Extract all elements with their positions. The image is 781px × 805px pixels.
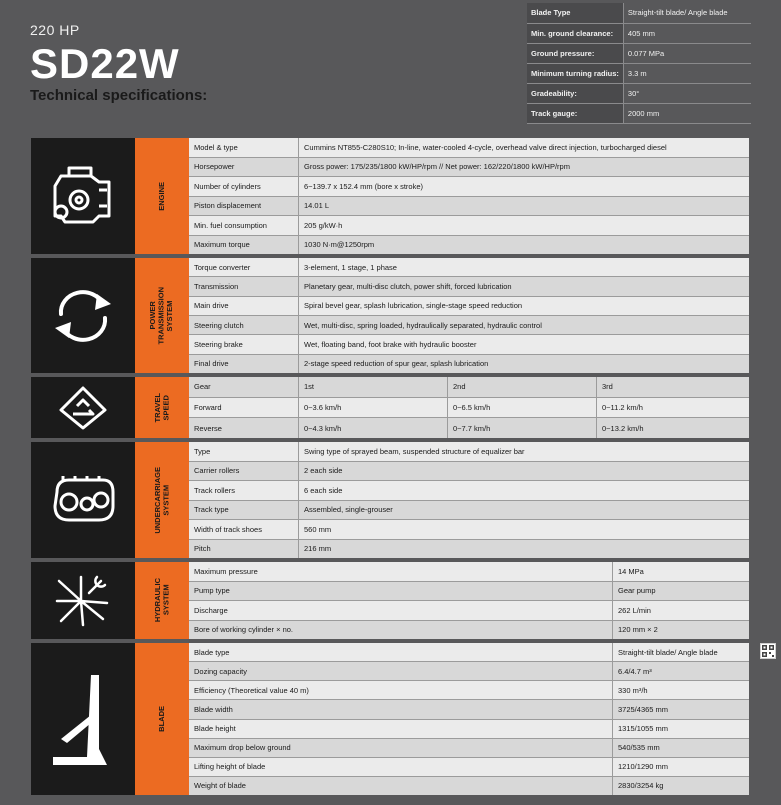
gear-header: 2nd xyxy=(448,377,597,397)
top-spec-value: Straight-tilt blade/ Angle blade xyxy=(623,3,751,23)
travel-speed-rows xyxy=(189,377,749,438)
spec-value: Straight-tilt blade/ Angle blade xyxy=(613,643,749,661)
spec-value: 540/535 mm xyxy=(613,739,749,757)
hydraulic-rows xyxy=(189,562,749,639)
spec-key: Pump type xyxy=(189,582,613,601)
spec-key: Number of cylinders xyxy=(189,177,299,196)
table-row xyxy=(189,216,749,236)
spec-value: 14.01 L xyxy=(299,197,749,216)
table-row xyxy=(189,236,749,255)
spec-value: 216 mm xyxy=(299,540,749,559)
model-title: SD22W xyxy=(30,40,180,87)
top-spec-value: 3.3 m xyxy=(623,63,751,83)
table-row xyxy=(189,700,749,719)
blade-icon xyxy=(31,643,135,795)
table-row xyxy=(189,562,749,582)
spec-key: Reverse xyxy=(189,418,299,438)
spec-key: Maximum torque xyxy=(189,236,299,255)
spec-value: 120 mm × 2 xyxy=(613,621,749,640)
page-subtitle: Technical specifications: xyxy=(30,87,208,104)
table-row xyxy=(189,601,749,621)
top-spec-value: 2000 mm xyxy=(623,103,751,123)
spec-value: 3725/4365 mm xyxy=(613,700,749,718)
spec-value: Cummins NT855-C280S10; In-line, water-cooled 4-cycle, overhead valve direct injection, turbocharged diesel xyxy=(299,138,749,157)
table-row xyxy=(189,481,749,501)
top-spec-row xyxy=(527,43,751,63)
spec-value: 14 MPa xyxy=(613,562,749,581)
spec-key: Width of track shoes xyxy=(189,520,299,539)
table-row xyxy=(189,462,749,482)
spec-key: Lifting height of blade xyxy=(189,758,613,776)
undercarriage-section xyxy=(31,442,749,558)
table-row xyxy=(189,355,749,373)
spec-value: 6.4/4.7 m³ xyxy=(613,662,749,680)
table-row xyxy=(189,398,749,419)
top-spec-key: Gradeability: xyxy=(527,83,623,103)
spec-value: Swing type of sprayed beam, suspended structure of equalizer bar xyxy=(299,442,749,461)
gear-header: 1st xyxy=(299,377,448,397)
top-spec-key: Minimum turning radius: xyxy=(527,63,623,83)
travel-speed-section xyxy=(31,377,749,438)
spec-key: Piston displacement xyxy=(189,197,299,216)
table-row xyxy=(189,739,749,758)
top-spec-value: 405 mm xyxy=(623,23,751,43)
spec-value: 0~4.3 km/h xyxy=(299,418,448,438)
table-row xyxy=(189,501,749,521)
spec-key: Torque converter xyxy=(189,258,299,276)
spec-key: Gear xyxy=(189,377,299,397)
spec-value: 1315/1055 mm xyxy=(613,720,749,738)
table-row xyxy=(189,277,749,296)
spec-value: 0~7.7 km/h xyxy=(448,418,597,438)
spec-key: Track rollers xyxy=(189,481,299,500)
spec-key: Efficiency (Theoretical value 40 m) xyxy=(189,681,613,699)
spec-value: 1210/1290 mm xyxy=(613,758,749,776)
spec-value: Gear pump xyxy=(613,582,749,601)
table-row xyxy=(189,297,749,316)
table-row xyxy=(189,418,749,438)
table-row xyxy=(189,681,749,700)
table-row xyxy=(189,335,749,354)
table-row xyxy=(189,138,749,158)
top-spec-key: Track gauge: xyxy=(527,103,623,123)
spec-value: 6−139.7 x 152.4 mm (bore x stroke) xyxy=(299,177,749,196)
spec-value: Assembled, single-grouser xyxy=(299,501,749,520)
undercarriage-rows xyxy=(189,442,749,558)
spec-key: Type xyxy=(189,442,299,461)
hydraulic-label: HYDRAULIC SYSTEM xyxy=(135,562,189,639)
spec-value: 2830/3254 kg xyxy=(613,777,749,795)
spec-value: 0~6.5 km/h xyxy=(448,398,597,418)
spec-value: 2-stage speed reduction of spur gear, splash lubrication xyxy=(299,355,749,373)
table-row xyxy=(189,777,749,795)
spec-value: 3-element, 1 stage, 1 phase xyxy=(299,258,749,276)
spec-value: Spiral bevel gear, splash lubrication, single-stage speed reduction xyxy=(299,297,749,315)
spec-key: Maximum drop below ground xyxy=(189,739,613,757)
horsepower-title: 220 HP xyxy=(30,22,80,38)
table-row xyxy=(189,258,749,277)
spec-key: Steering brake xyxy=(189,335,299,353)
spec-key: Blade width xyxy=(189,700,613,718)
engine-rows xyxy=(189,138,749,254)
track-icon xyxy=(31,442,135,558)
table-row xyxy=(189,197,749,217)
spec-value: 330 m³/h xyxy=(613,681,749,699)
spec-value: 6 each side xyxy=(299,481,749,500)
qr-code-icon[interactable] xyxy=(760,643,776,659)
spec-value: 1030 N·m@1250rpm xyxy=(299,236,749,255)
table-row xyxy=(189,177,749,197)
spec-value: 205 g/kW·h xyxy=(299,216,749,235)
spec-value: Wet, floating band, foot brake with hydraulic booster xyxy=(299,335,749,353)
top-spec-value: 0.077 MPa xyxy=(623,43,751,63)
top-spec-value: 30° xyxy=(623,83,751,103)
top-spec-key: Min. ground clearance: xyxy=(527,23,623,43)
table-row xyxy=(189,442,749,462)
undercarriage-label: UNDERCARRIAGE SYSTEM xyxy=(135,442,189,558)
spec-value: 262 L/min xyxy=(613,601,749,620)
top-spec-row xyxy=(527,23,751,43)
spec-key: Weight of blade xyxy=(189,777,613,795)
power-transmission-section xyxy=(31,258,749,373)
spec-key: Forward xyxy=(189,398,299,418)
spec-key: Discharge xyxy=(189,601,613,620)
engine-label: ENGINE xyxy=(135,138,189,254)
spec-value: Wet, multi-disc, spring loaded, hydraulically separated, hydraulic control xyxy=(299,316,749,334)
table-row xyxy=(189,758,749,777)
engine-section xyxy=(31,138,749,254)
table-row xyxy=(189,621,749,640)
table-row xyxy=(189,377,749,398)
spec-key: Maximum pressure xyxy=(189,562,613,581)
spec-value: 0~13.2 km/h xyxy=(597,418,749,438)
spec-key: Horsepower xyxy=(189,158,299,177)
top-spec-row xyxy=(527,83,751,103)
spec-key: Bore of working cylinder × no. xyxy=(189,621,613,640)
spec-key: Blade height xyxy=(189,720,613,738)
top-spec-row xyxy=(527,63,751,83)
blade-rows xyxy=(189,643,749,795)
top-spec-key: Ground pressure: xyxy=(527,43,623,63)
table-row xyxy=(189,662,749,681)
table-row xyxy=(189,643,749,662)
spec-key: Steering clutch xyxy=(189,316,299,334)
spec-key: Main drive xyxy=(189,297,299,315)
spec-value: 0~3.6 km/h xyxy=(299,398,448,418)
blade-section xyxy=(31,643,749,795)
spec-value: 2 each side xyxy=(299,462,749,481)
power-transmission-label: POWER TRANSMISSION SYSTEM xyxy=(135,258,189,373)
power-transmission-rows xyxy=(189,258,749,373)
gear-header: 3rd xyxy=(597,377,749,397)
spec-key: Dozing capacity xyxy=(189,662,613,680)
spec-value: Gross power: 175/235/1800 kW/HP/rpm // Net power: 162/220/1800 kW/HP/rpm xyxy=(299,158,749,177)
transmission-arrows-icon xyxy=(31,258,135,373)
hydraulic-spark-icon xyxy=(31,562,135,639)
hydraulic-section xyxy=(31,562,749,639)
table-row xyxy=(189,316,749,335)
spec-key: Min. fuel consumption xyxy=(189,216,299,235)
blade-label: BLADE xyxy=(135,643,189,795)
spec-value: 0~11.2 km/h xyxy=(597,398,749,418)
spec-key: Model & type xyxy=(189,138,299,157)
spec-key: Blade type xyxy=(189,643,613,661)
table-row xyxy=(189,540,749,559)
spec-key: Pitch xyxy=(189,540,299,559)
table-row xyxy=(189,158,749,178)
spec-key: Carrier rollers xyxy=(189,462,299,481)
spec-value: Planetary gear, multi-disc clutch, power shift, forced lubrication xyxy=(299,277,749,295)
spec-key: Track type xyxy=(189,501,299,520)
spec-value: 560 mm xyxy=(299,520,749,539)
speed-sign-icon xyxy=(31,377,135,438)
spec-key: Transmission xyxy=(189,277,299,295)
table-row xyxy=(189,720,749,739)
top-spec-row xyxy=(527,3,751,23)
top-spec-row xyxy=(527,103,751,123)
table-row xyxy=(189,520,749,540)
top-spec-table xyxy=(527,3,751,124)
engine-icon xyxy=(31,138,135,254)
top-spec-key: Blade Type xyxy=(527,3,623,23)
table-row xyxy=(189,582,749,602)
travel-speed-label: TRAVEL SPEED xyxy=(135,377,189,438)
spec-key: Final drive xyxy=(189,355,299,373)
